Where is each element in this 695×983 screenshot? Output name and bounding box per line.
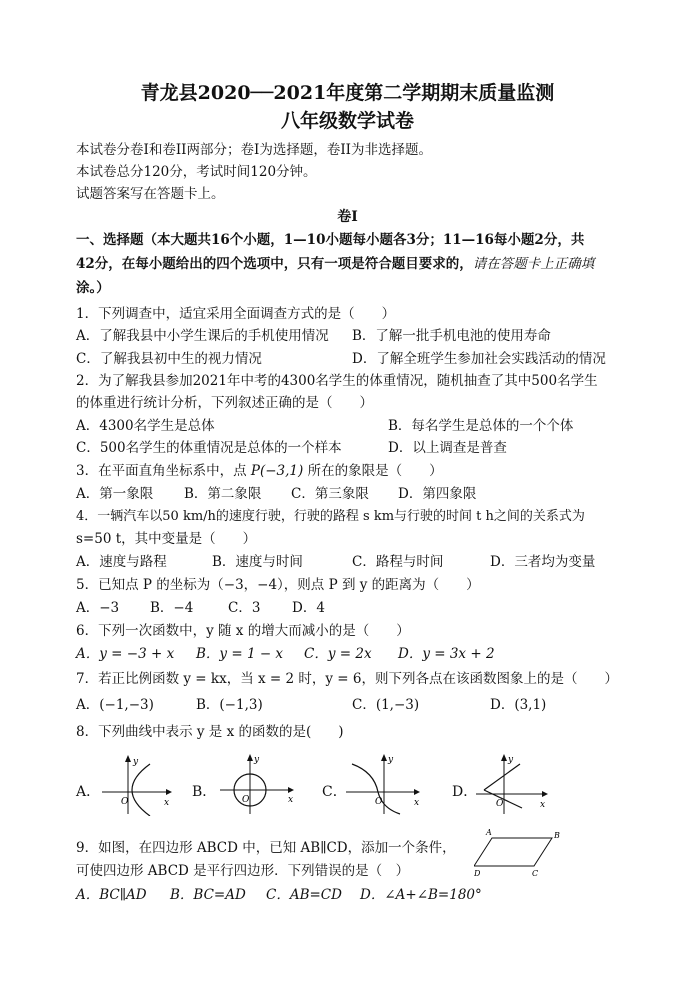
instructions-bold: 42分，在每小题给出的四个选项中，只有一项是符合题目要求的， bbox=[76, 256, 473, 272]
q1-option-d: D．了解全班学生参加社会实践活动的情况 bbox=[352, 351, 606, 367]
q1-option-c: C．了解我县初中生的视力情况 bbox=[76, 351, 262, 367]
section-heading: 卷I bbox=[337, 209, 358, 225]
exam-subtitle: 八年级数学试卷 bbox=[280, 110, 414, 132]
q1-stem: 1．下列调查中，适宜采用全面调查方式的是（ ） bbox=[76, 306, 396, 322]
q5-option-a: A．−3 bbox=[76, 600, 120, 616]
q9-option-d: D．∠A+∠B=180° bbox=[360, 887, 482, 903]
q9-option-c: C．AB=CD bbox=[266, 887, 342, 903]
q1-option-a: A．了解我县中小学生课后的手机使用情况 bbox=[76, 328, 329, 344]
q8-b-x: x bbox=[288, 795, 294, 805]
q6-option-c: C．y = 2x bbox=[304, 646, 372, 662]
q6-option-d: D．y = 3x + 2 bbox=[398, 646, 495, 662]
q4-option-b: B．速度与时间 bbox=[212, 554, 303, 570]
q3-stem-post: 所在的象限是（ ） bbox=[307, 463, 443, 479]
q4-option-c: C．路程与时间 bbox=[352, 554, 444, 570]
q2-option-d: D．以上调查是普查 bbox=[388, 440, 507, 456]
q3-option-d: D．第四象限 bbox=[398, 486, 477, 502]
q2-option-c: C．500名学生的体重情况是总体的一个样本 bbox=[76, 440, 342, 456]
q4-option-a: A．速度与路程 bbox=[76, 554, 167, 570]
q2-option-b: B．每名学生是总体的一个个体 bbox=[388, 418, 574, 434]
intro-line-1: 本试卷分卷I和卷II两部分；卷I为选择题，卷II为非选择题。 bbox=[76, 142, 432, 158]
q4-stem-1: 4．一辆汽车以50 km/h的速度行驶，行驶的路程 s km与行驶的时间 t h之间的关系式为 bbox=[76, 509, 585, 524]
q8-c-y: y bbox=[388, 755, 394, 765]
q7-stem: 7．若正比例函数 y = kx，当 x = 2 时，y = 6，则下列各点在该函数图象上的是（ ） bbox=[76, 671, 618, 687]
q6-stem: 6．下列一次函数中，y 随 x 的增大而减小的是（ ） bbox=[76, 623, 410, 639]
q3-point: P(−3,1) bbox=[250, 463, 304, 479]
q2-stem-1: 2．为了解我县参加2021年中考的4300名学生的体重情况，随机抽查了其中500名学生 bbox=[76, 373, 598, 389]
instructions-line-1: 一、选择题（本大题共16个小题，1—10小题每小题各3分；11—16每小题2分，共 bbox=[76, 232, 585, 248]
instructions-line-2 bbox=[76, 252, 594, 272]
q8-graph-b bbox=[218, 752, 298, 816]
q3-option-c: C．第三象限 bbox=[291, 486, 369, 502]
exam-title: 青龙县2020──2021年度第二学期期末质量监测 bbox=[140, 82, 555, 104]
q3-option-a: A．第一象限 bbox=[76, 486, 154, 502]
q9-fig-b: B bbox=[554, 831, 560, 840]
q8-a-origin: O bbox=[121, 797, 129, 807]
q8-option-c-label: C． bbox=[322, 784, 347, 800]
q5-option-c: C．3 bbox=[228, 600, 261, 616]
q8-d-origin: O bbox=[496, 799, 504, 809]
q7-option-a: A．(−1,−3) bbox=[76, 697, 154, 713]
q8-b-y: y bbox=[254, 755, 260, 765]
q1-option-b: B．了解一批手机电池的使用寿命 bbox=[352, 328, 551, 344]
q9-fig-c: C bbox=[532, 869, 539, 878]
q9-stem-2: 可使四边形 ABCD 是平行四边形．下列错误的是（ ） bbox=[76, 863, 410, 879]
intro-line-2: 本试卷总分120分，考试时间120分钟。 bbox=[76, 164, 317, 180]
q8-d-x: x bbox=[540, 800, 546, 810]
q8-a-x: x bbox=[164, 798, 170, 808]
q9-option-b: B．BC=AD bbox=[170, 887, 246, 903]
q9-fig-a: A bbox=[486, 828, 492, 837]
intro-line-3: 试题答案写在答题卡上。 bbox=[76, 186, 225, 202]
q8-a-y: y bbox=[133, 757, 139, 767]
q9-fig-d: D bbox=[474, 869, 481, 878]
q3-stem bbox=[76, 459, 443, 479]
q9-stem-1: 9．如图，在四边形 ABCD 中，已知 AB∥CD，添加一个条件， bbox=[76, 840, 456, 856]
q6-option-a: A．y = −3 + x bbox=[76, 646, 175, 662]
q8-option-a-label: A． bbox=[76, 784, 101, 800]
q6-option-b: B．y = 1 − x bbox=[196, 646, 284, 662]
q8-b-origin: O bbox=[242, 795, 250, 805]
q3-stem-pre: 3．在平面直角坐标系中，点 bbox=[76, 463, 247, 479]
q4-stem-2: s=50 t，其中变量是（ ） bbox=[76, 531, 257, 547]
q5-option-d: D．4 bbox=[292, 600, 325, 616]
q7-option-b: B．(−1,3) bbox=[196, 697, 263, 713]
q2-stem-2: 的体重进行统计分析，下列叙述正确的是（ ） bbox=[76, 395, 373, 411]
q8-graph-a bbox=[100, 752, 180, 816]
q8-d-y: y bbox=[508, 755, 514, 765]
q4-option-d: D．三者均为变量 bbox=[490, 554, 596, 570]
q5-option-b: B．−4 bbox=[150, 600, 194, 616]
q9-parallelogram-figure bbox=[474, 826, 564, 882]
q8-graph-d bbox=[474, 752, 554, 816]
q2-option-a: A．4300名学生是总体 bbox=[76, 418, 215, 434]
q3-option-b: B．第二象限 bbox=[184, 486, 262, 502]
q8-stem: 8．下列曲线中表示 y 是 x 的函数的是( ) bbox=[76, 724, 344, 740]
q5-stem: 5．已知点 P 的坐标为（−3，−4），则点 P 到 y 的距离为（ ） bbox=[76, 577, 480, 593]
q8-c-x: x bbox=[414, 798, 420, 808]
q8-graph-c bbox=[344, 752, 424, 816]
q8-c-origin: O bbox=[375, 797, 383, 807]
instructions-tail: 请在答题卡上正确填 bbox=[472, 256, 595, 272]
q7-option-d: D．(3,1) bbox=[490, 697, 547, 713]
q8-option-b-label: B． bbox=[192, 784, 217, 800]
instructions-line-3: 涂。） bbox=[76, 280, 110, 296]
q9-option-a: A．BC∥AD bbox=[76, 887, 147, 903]
q8-option-d-label: D． bbox=[452, 784, 478, 800]
q7-option-c: C．(1,−3) bbox=[352, 697, 420, 713]
